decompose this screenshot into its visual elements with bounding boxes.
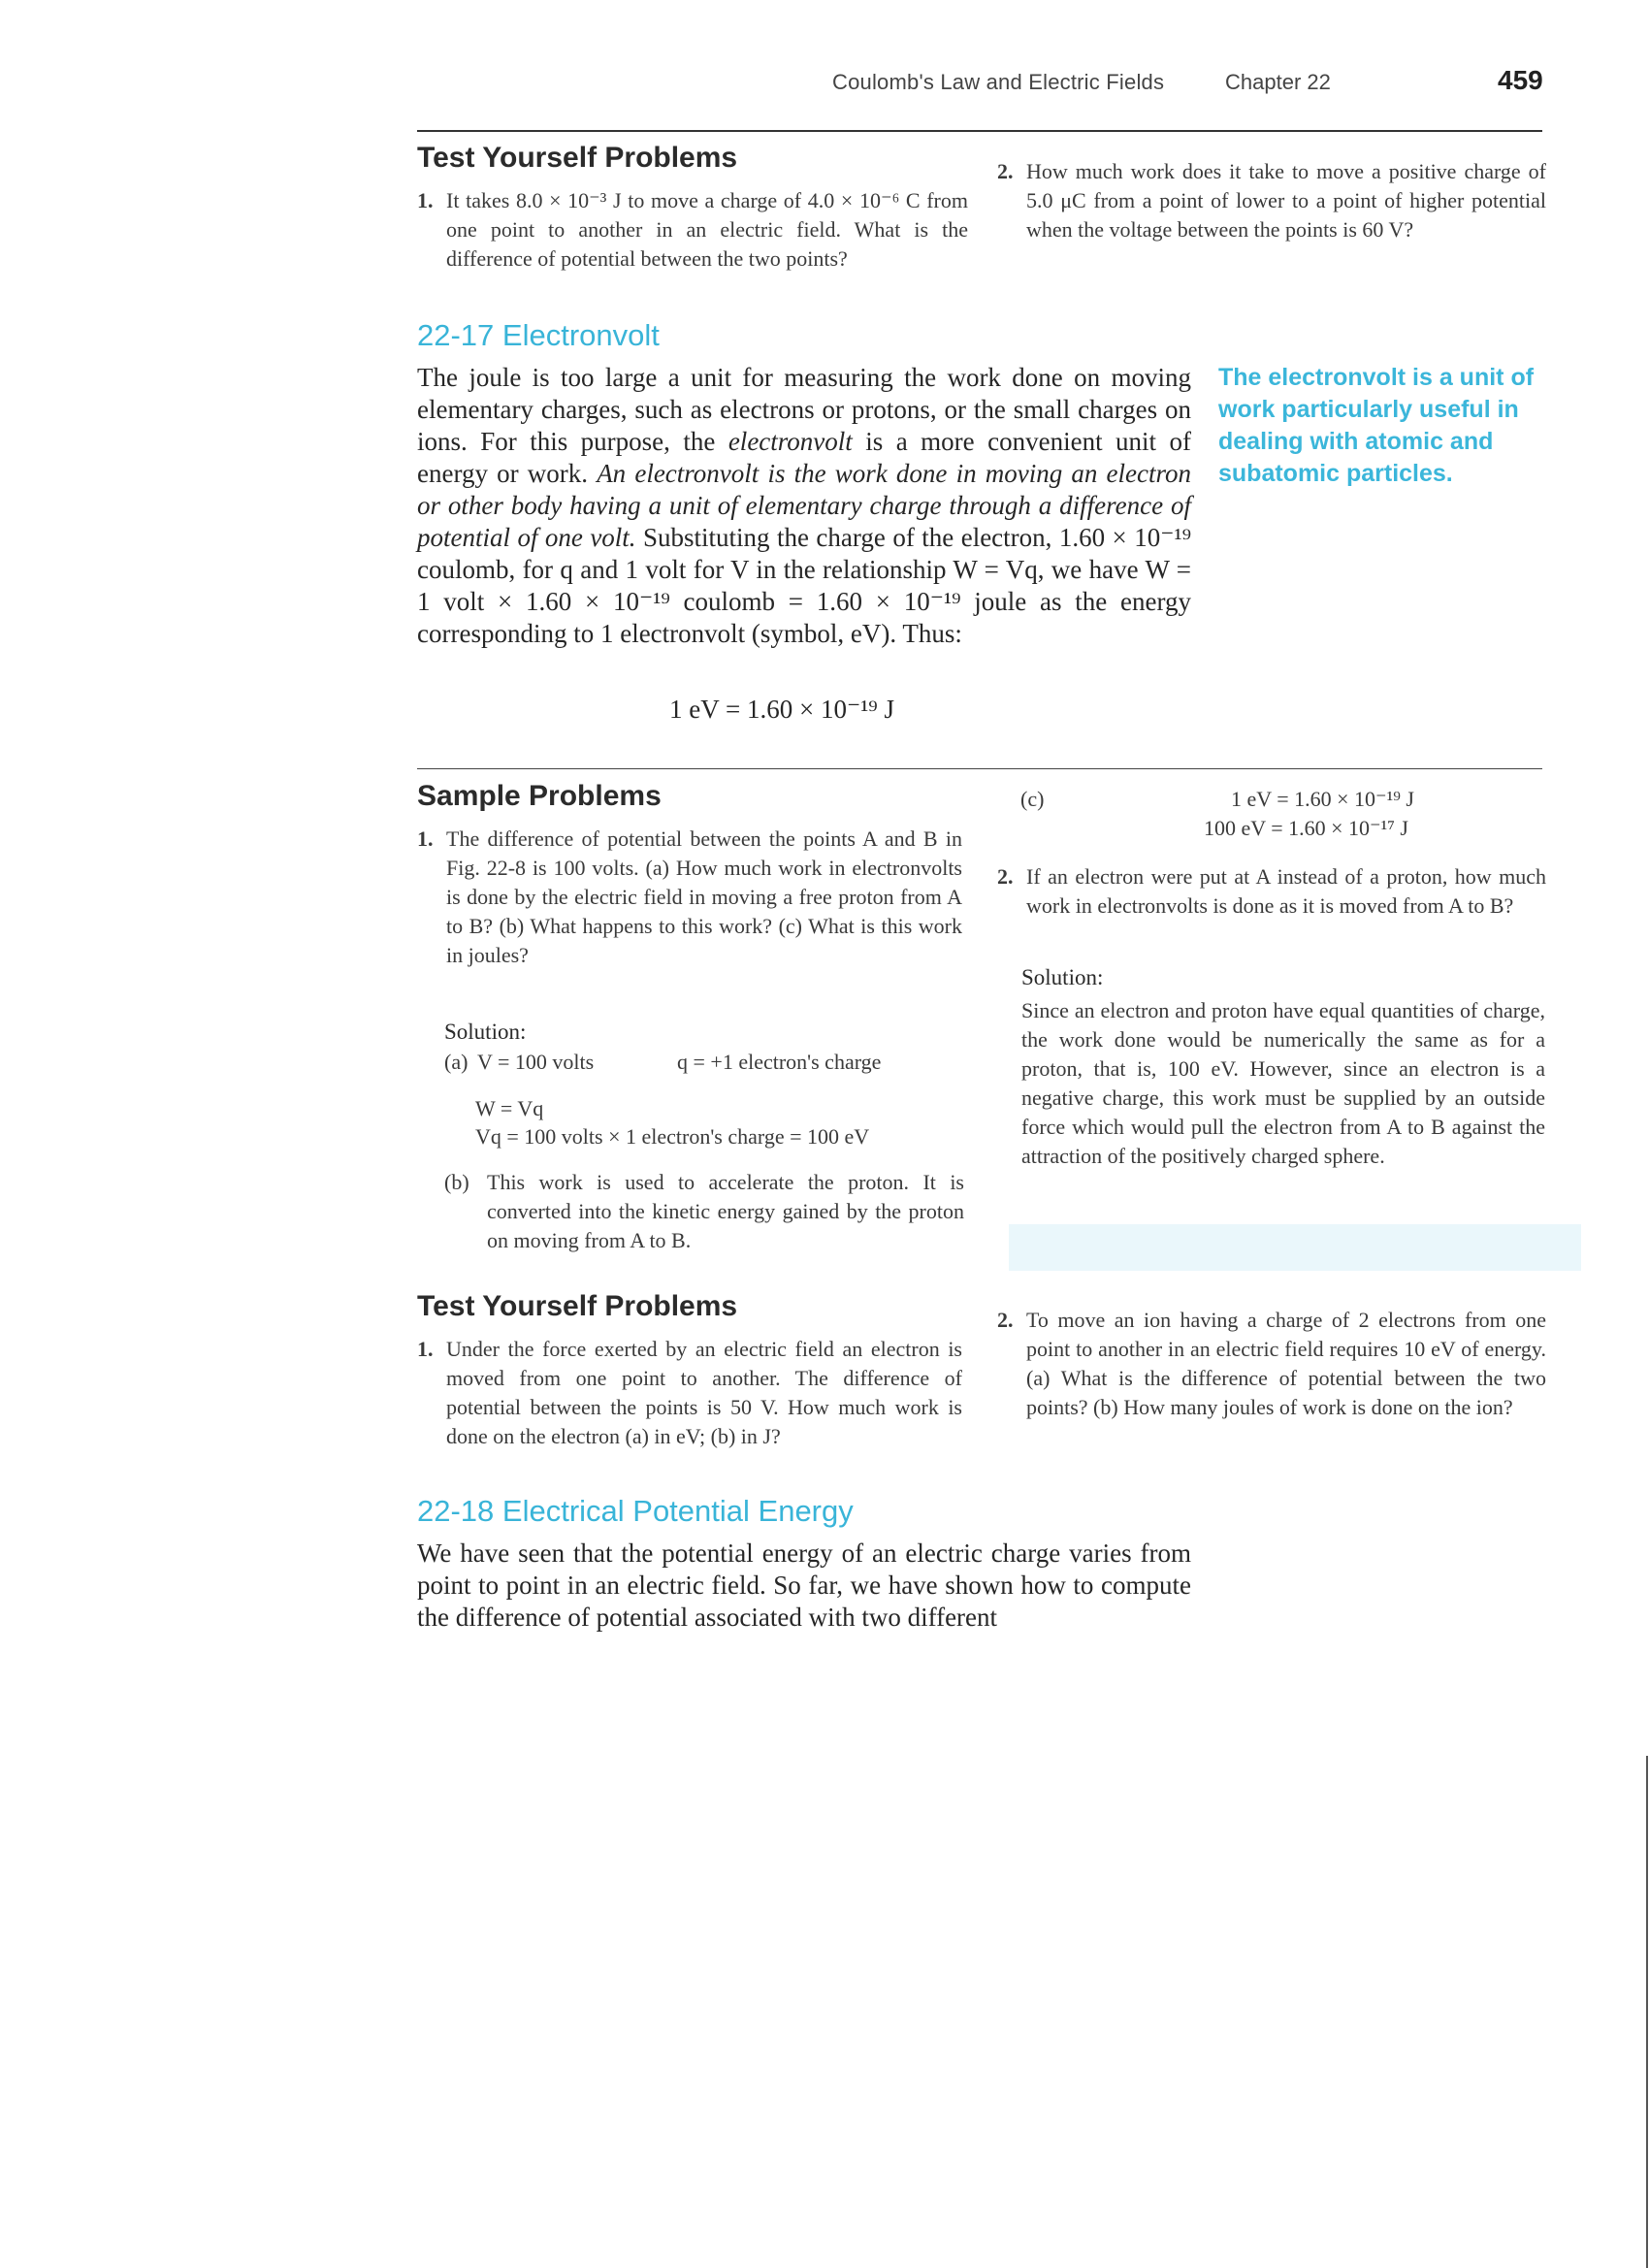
problem-text: To move an ion having a charge of 2 electrons from one point to another in an electric field requires 10 eV of energy. (a) What is the difference of potential between the two points? (b) How many joules of work is done on the ion? — [1026, 1308, 1546, 1419]
problem-number: 2. — [997, 1308, 1014, 1332]
running-title: Coulomb's Law and Electric Fields — [832, 70, 1165, 94]
electronvolt-equation: 1 eV = 1.60 × 10⁻¹⁹ J — [669, 695, 894, 724]
problem-number: 2. — [997, 864, 1014, 889]
section-heading-electronvolt: 22-17 Electronvolt — [417, 318, 660, 352]
test-problem-2 — [997, 1306, 1546, 1422]
test-problem-2 — [997, 157, 1546, 244]
solution-c-eq2: 100 eV = 1.60 × 10⁻¹⁷ J — [1203, 816, 1408, 840]
page-number: 459 — [1498, 65, 1543, 95]
header-rule — [417, 130, 1542, 132]
problem-text: It takes 8.0 × 10⁻³ J to move a charge of 4.0 × 10⁻⁶ C from one point to another in an electric field. What is the difference of potential between the two points? — [446, 188, 968, 271]
body-span: The joule is too large a unit for measuring the work done on moving elementary charges, such as electrons or protons, or the small charges on ions. For this purpose, the — [417, 363, 1191, 456]
solution-a-q: q = +1 electron's charge — [677, 1050, 882, 1074]
scan-tint — [1009, 1224, 1581, 1271]
problem-text: The difference of potential between the points A and B in Fig. 22-8 is 100 volts. (a) How much work in electronvolts is done by the electric field in moving a free proton from A to B? (b) What happens to this work? (c) What is this work in joules? — [446, 826, 962, 967]
body-span: is a more convenient unit of energy or work. — [417, 427, 1191, 488]
margin-note: The electronvolt is a unit of work particularly useful in dealing with atomic and subatomic particles. — [1218, 364, 1535, 487]
sample-problem-1 — [417, 825, 962, 970]
body-definition: An electronvolt is the work done in moving an electron or other body having a unit of elementary charge through a difference of potential of one volt. — [417, 459, 1191, 552]
solution-2-text: Since an electron and proton have equal quantities of charge, the work done would be numerically the same as for a proton, that is, 100 eV. However, since an electron is a negative charge, this work must be supplied by an outside force which would pull the electron from A to B against the attraction of the positively charged sphere. — [1021, 998, 1545, 1168]
solution-vq-eq: Vq = 100 volts × 1 electron's charge = 100 eV — [475, 1124, 870, 1149]
problem-number: 1. — [417, 1337, 434, 1361]
solution-w-eq: W = Vq — [475, 1096, 544, 1120]
test-problem-1 — [417, 186, 968, 274]
solution-c-label: (c) — [1020, 787, 1045, 811]
problem-number: 1. — [417, 188, 434, 212]
chapter-label: Chapter 22 — [1225, 70, 1331, 94]
test-yourself-heading: Test Yourself Problems — [417, 142, 738, 174]
solution-a-v: V = 100 volts — [477, 1050, 595, 1074]
electronvolt-body — [417, 362, 1191, 650]
problem-text: Under the force exerted by an electric field an electron is moved from one point to another. The difference of potential between the points is 50 V. How much work is done on the electron (a) in eV; (b) in J? — [446, 1337, 962, 1448]
section-heading-potential-energy: 22-18 Electrical Potential Energy — [417, 1494, 854, 1528]
section-rule — [417, 768, 1542, 769]
solution-b-text: This work is used to accelerate the proton. It is converted into the kinetic energy gained by the proton on moving from A to B. — [487, 1170, 964, 1252]
body-term: electronvolt — [728, 427, 853, 456]
problem-text: If an electron were put at A instead of a proton, how much work in electronvolts is done as it is moved from A to B? — [1026, 864, 1546, 918]
problem-number: 2. — [997, 159, 1014, 183]
body-span: Substituting the charge of the electron, 1.60 × 10⁻¹⁹ coulomb, for q and 1 volt for V in the relationship W = Vq, we have W = 1 volt × 1.60 × 10⁻¹⁹ coulomb = 1.60 × 10⁻¹⁹ joule as the energy corresponding to 1 electronvolt (symbol, eV). Thus: — [417, 523, 1191, 648]
solution-a-label: (a) — [444, 1050, 469, 1074]
solution-b-label: (b) — [444, 1170, 469, 1194]
potential-energy-body: We have seen that the potential energy of an electric charge varies from point to point in an electric field. So far, we have shown how to compute the difference of potential associated with two different — [417, 1539, 1191, 1632]
sample-problems-heading: Sample Problems — [417, 780, 662, 812]
solution-c-eq1: 1 eV = 1.60 × 10⁻¹⁹ J — [1230, 787, 1414, 811]
problem-number: 1. — [417, 826, 434, 851]
test-problem-1 — [417, 1335, 962, 1451]
solution-label: Solution: — [1021, 965, 1104, 989]
test-yourself-heading: Test Yourself Problems — [417, 1290, 738, 1322]
sample-problem-2 — [997, 862, 1546, 921]
solution-label: Solution: — [444, 1020, 527, 1044]
scan-edge-line — [1646, 1756, 1648, 2268]
problem-text: How much work does it take to move a positive charge of 5.0 μC from a point of lower to a point of higher potential when the voltage between the points is 60 V? — [1026, 159, 1546, 242]
